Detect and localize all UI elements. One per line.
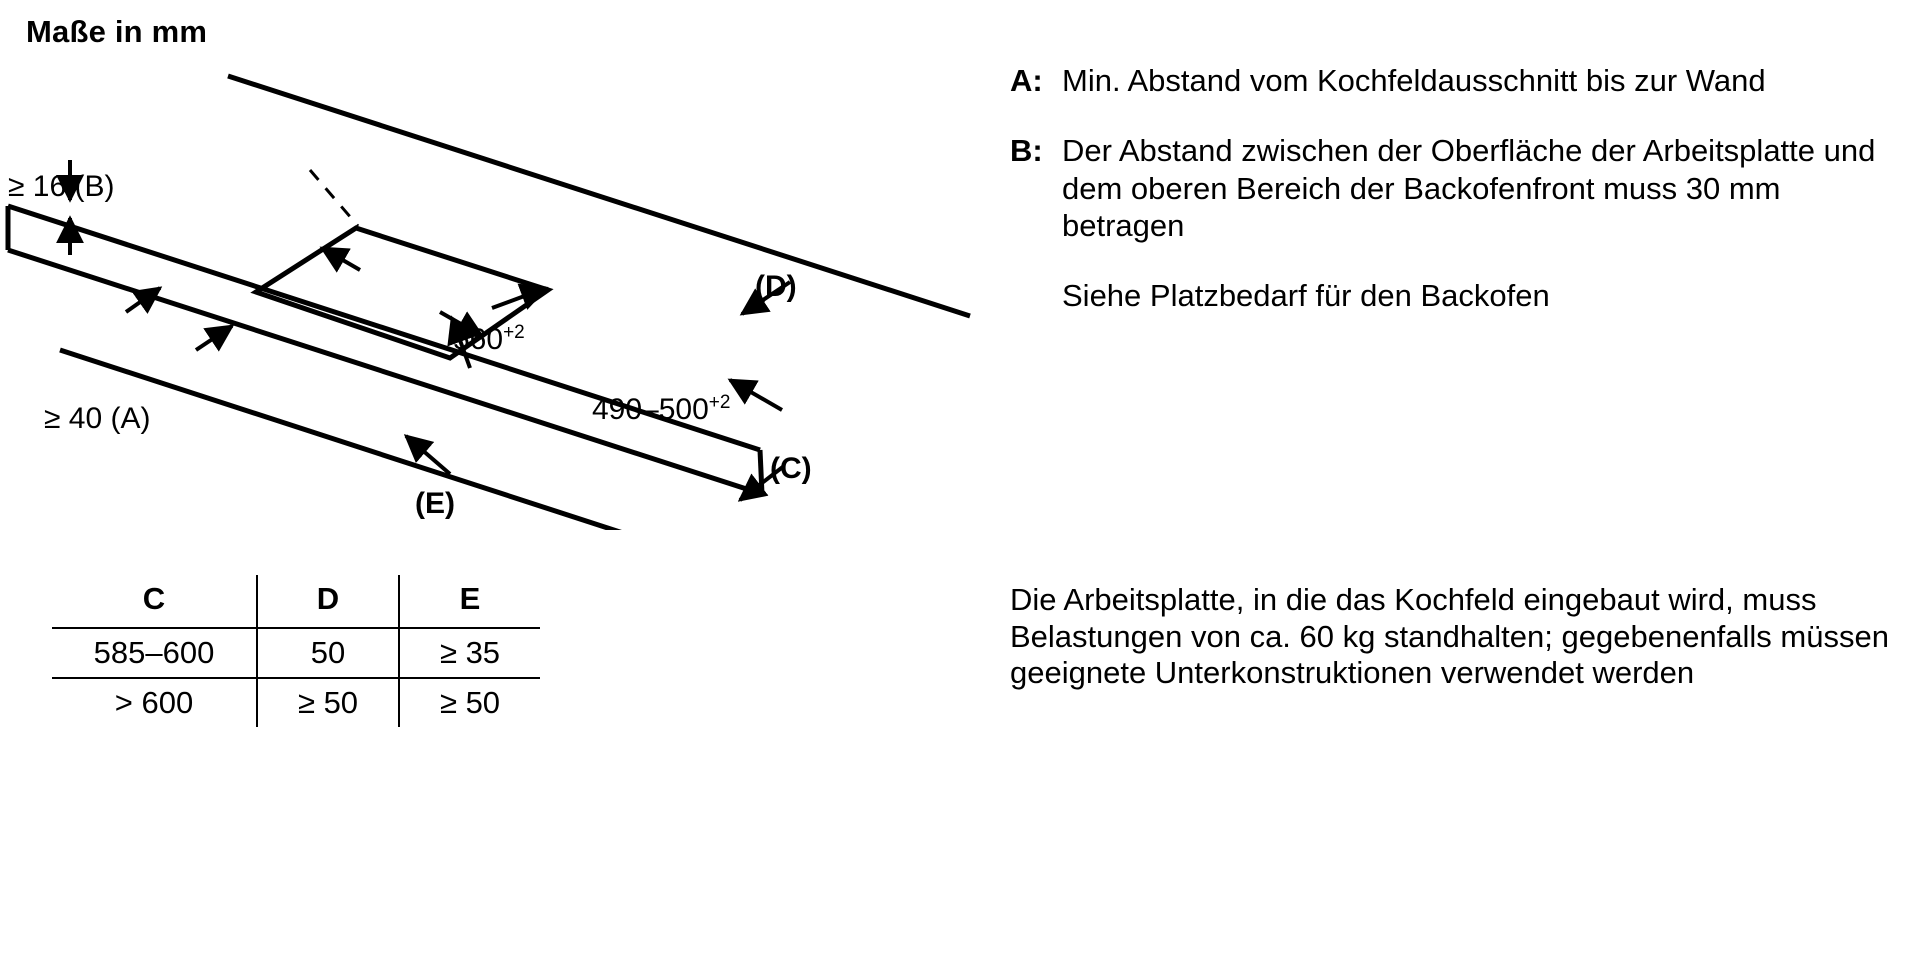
notes-list <box>1010 62 1890 315</box>
worktop-cutout-drawing <box>0 50 1000 530</box>
dimension-label-b: ≥ 16 (B) <box>8 170 115 203</box>
dimension-width-value: 560 <box>453 323 504 356</box>
table-cell-c-1: 585–600 <box>52 628 257 678</box>
dimension-depth-value: 490–500 <box>592 393 709 426</box>
table-header-row <box>52 575 540 628</box>
table-cell-e-1: ≥ 35 <box>399 628 540 678</box>
dimension-label-depth <box>592 392 730 427</box>
note-a-text: Min. Abstand vom Kochfeldausschnitt bis zur Wand <box>1062 63 1766 98</box>
table-row <box>52 678 540 727</box>
dimension-width-tolerance: +2 <box>503 322 525 343</box>
marker-label-d: (D) <box>755 270 797 303</box>
dimension-label-a: ≥ 40 (A) <box>44 402 151 435</box>
worktop-back-edge <box>228 76 970 316</box>
table-cell-d-2: ≥ 50 <box>257 678 399 727</box>
table-cell-c-2: > 600 <box>52 678 257 727</box>
table-row <box>52 628 540 678</box>
worktop-right-cap <box>760 450 762 494</box>
marker-c-leader-upper <box>730 380 782 410</box>
table-header-d: D <box>257 575 399 628</box>
drawing-svg <box>0 50 1000 530</box>
load-bearing-paragraph: Die Arbeitsplatte, in die das Kochfeld eingebaut wird, muss Belastungen von ca. 60 kg standhalten; gegebenenfalls müssen geeignete Unterkonstruktionen verwendet werden <box>1010 582 1889 691</box>
marker-label-c: (C) <box>770 452 812 485</box>
dim-560-arrow-left <box>322 248 360 270</box>
projection-dashed-line <box>310 170 358 226</box>
dimension-label-width <box>453 322 525 357</box>
table-cell-e-2: ≥ 50 <box>439 685 501 720</box>
note-b-text: Der Abstand zwischen der Oberfläche der Arbeitsplatte und dem oberen Bereich der Backofenfront muss 30 mm betragen <box>1062 132 1876 244</box>
dimension-table <box>52 575 540 727</box>
units-label: Maße in mm <box>26 14 208 49</box>
note-a <box>1010 62 1890 100</box>
marker-label-e: (E) <box>415 487 455 520</box>
dimension-depth-tolerance: +2 <box>708 392 731 413</box>
note-b-key: B: <box>1010 132 1043 168</box>
note-b-subtext: Siehe Platzbedarf für den Backofen <box>1062 278 1550 314</box>
note-a-key: A: <box>1010 63 1043 98</box>
table-header-e: E <box>399 575 540 628</box>
table-header-c: C <box>52 575 257 628</box>
note-b <box>1010 132 1890 245</box>
table-cell-d-1: 50 <box>257 628 399 678</box>
dim-a-arrow-right <box>196 326 232 350</box>
